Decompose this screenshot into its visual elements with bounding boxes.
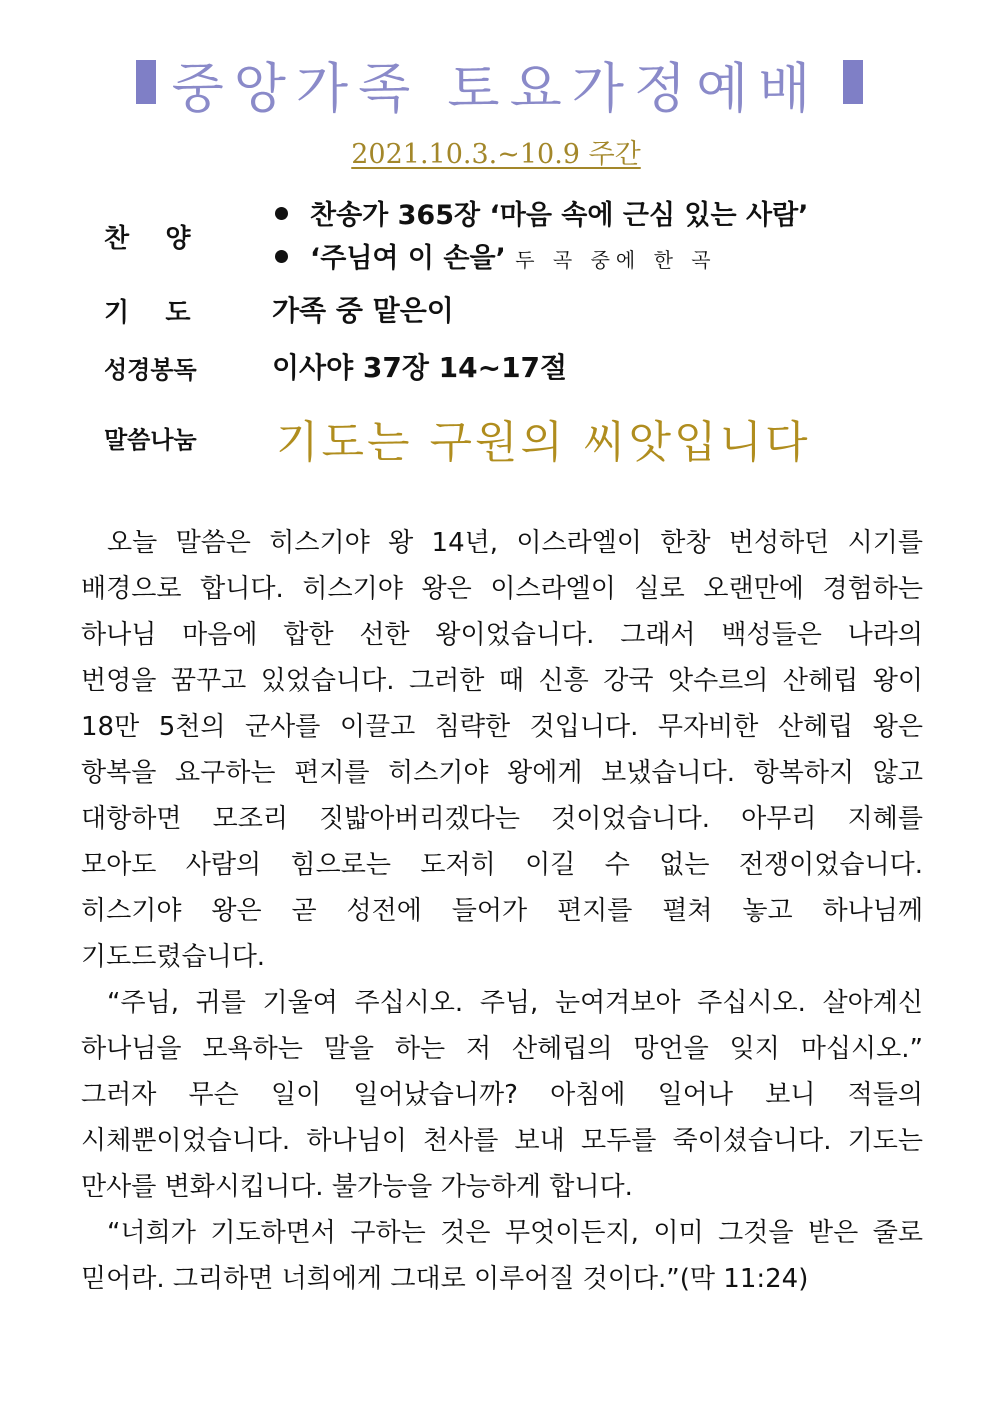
sermon-label: 말씀나눔 (104, 426, 197, 454)
bullet-icon (275, 207, 288, 220)
body-line: 기도드렸습니다. (81, 942, 266, 972)
bullet-icon (275, 250, 288, 263)
hymn-item-1: 찬송가 365장 ‘마음 속에 근심 있는 사람’ (310, 200, 809, 231)
body-line: 하나님을 모욕하는 말을 하는 저 산헤립의 망언을 잊지 마십시오.” (81, 1034, 923, 1064)
body-line: 배경으로 합니다. 히스기야 왕은 이스라엘이 실로 오랜만에 경험하는 (81, 574, 923, 604)
hymn-note: 두 곡 중에 한 곡 (515, 248, 717, 272)
body-line: 모아도 사람의 힘으로는 도저히 이길 수 없는 전쟁이었습니다. (81, 850, 923, 880)
body-line: 항복을 요구하는 편지를 히스기야 왕에게 보냈습니다. 항복하지 않고 (81, 758, 923, 788)
reading-value: 이사야 37장 14~17절 (272, 351, 568, 384)
body-line: 번영을 꿈꾸고 있었습니다. 그러한 때 신흥 강국 앗수르의 산헤립 왕이 (81, 666, 923, 696)
date-range: 2021.10.3.~10.9 주간 (351, 139, 641, 170)
body-line: “너희가 기도하면서 구하는 것은 무엇이든지, 이미 그것을 받은 줄로 (107, 1218, 923, 1248)
body-line: 믿어라. 그리하면 너희에게 그대로 이루어질 것이다.”(막 11:24) (81, 1264, 809, 1294)
hymn-label: 찬 양 (104, 224, 191, 254)
body-line: 하나님 마음에 합한 선한 왕이었습니다. 그래서 백성들은 나라의 (81, 620, 923, 650)
page-title: 중앙가족 토요가정예배 (171, 57, 821, 120)
sermon-title: 기도는 구원의 씨앗입니다 (276, 417, 811, 468)
prayer-value: 가족 중 맡은이 (272, 294, 454, 327)
prayer-label: 기 도 (104, 298, 191, 328)
body-line: 히스기야 왕은 곧 성전에 들어가 편지를 펼쳐 놓고 하나님께 (81, 896, 923, 926)
body-line: 만사를 변화시킵니다. 불가능을 가능하게 합니다. (81, 1172, 633, 1202)
reading-label: 성경봉독 (104, 356, 197, 384)
hymn-item-2 (310, 236, 717, 275)
body-line: “주님, 귀를 기울여 주십시오. 주님, 눈여겨보아 주십시오. 살아계신 (107, 988, 923, 1018)
title-right-bar (843, 60, 863, 104)
body-line: 대항하면 모조리 짓밟아버리겠다는 것이었습니다. 아무리 지혜를 (81, 804, 923, 834)
body-line: 18만 5천의 군사를 이끌고 침략한 것입니다. 무자비한 산헤립 왕은 (81, 712, 923, 742)
title-row (0, 42, 992, 122)
body-line: 그러자 무슨 일이 일어났습니까? 아침에 일어나 보니 적들의 (81, 1080, 923, 1110)
sermon-body (81, 520, 923, 1302)
body-line: 시체뿐이었습니다. 하나님이 천사를 보내 모두를 죽이셨습니다. 기도는 (81, 1126, 923, 1156)
hymn-item-2-title: ‘주님여 이 손을’ (310, 243, 506, 274)
body-line: 오늘 말씀은 히스기야 왕 14년, 이스라엘이 한창 번성하던 시기를 (107, 528, 923, 558)
